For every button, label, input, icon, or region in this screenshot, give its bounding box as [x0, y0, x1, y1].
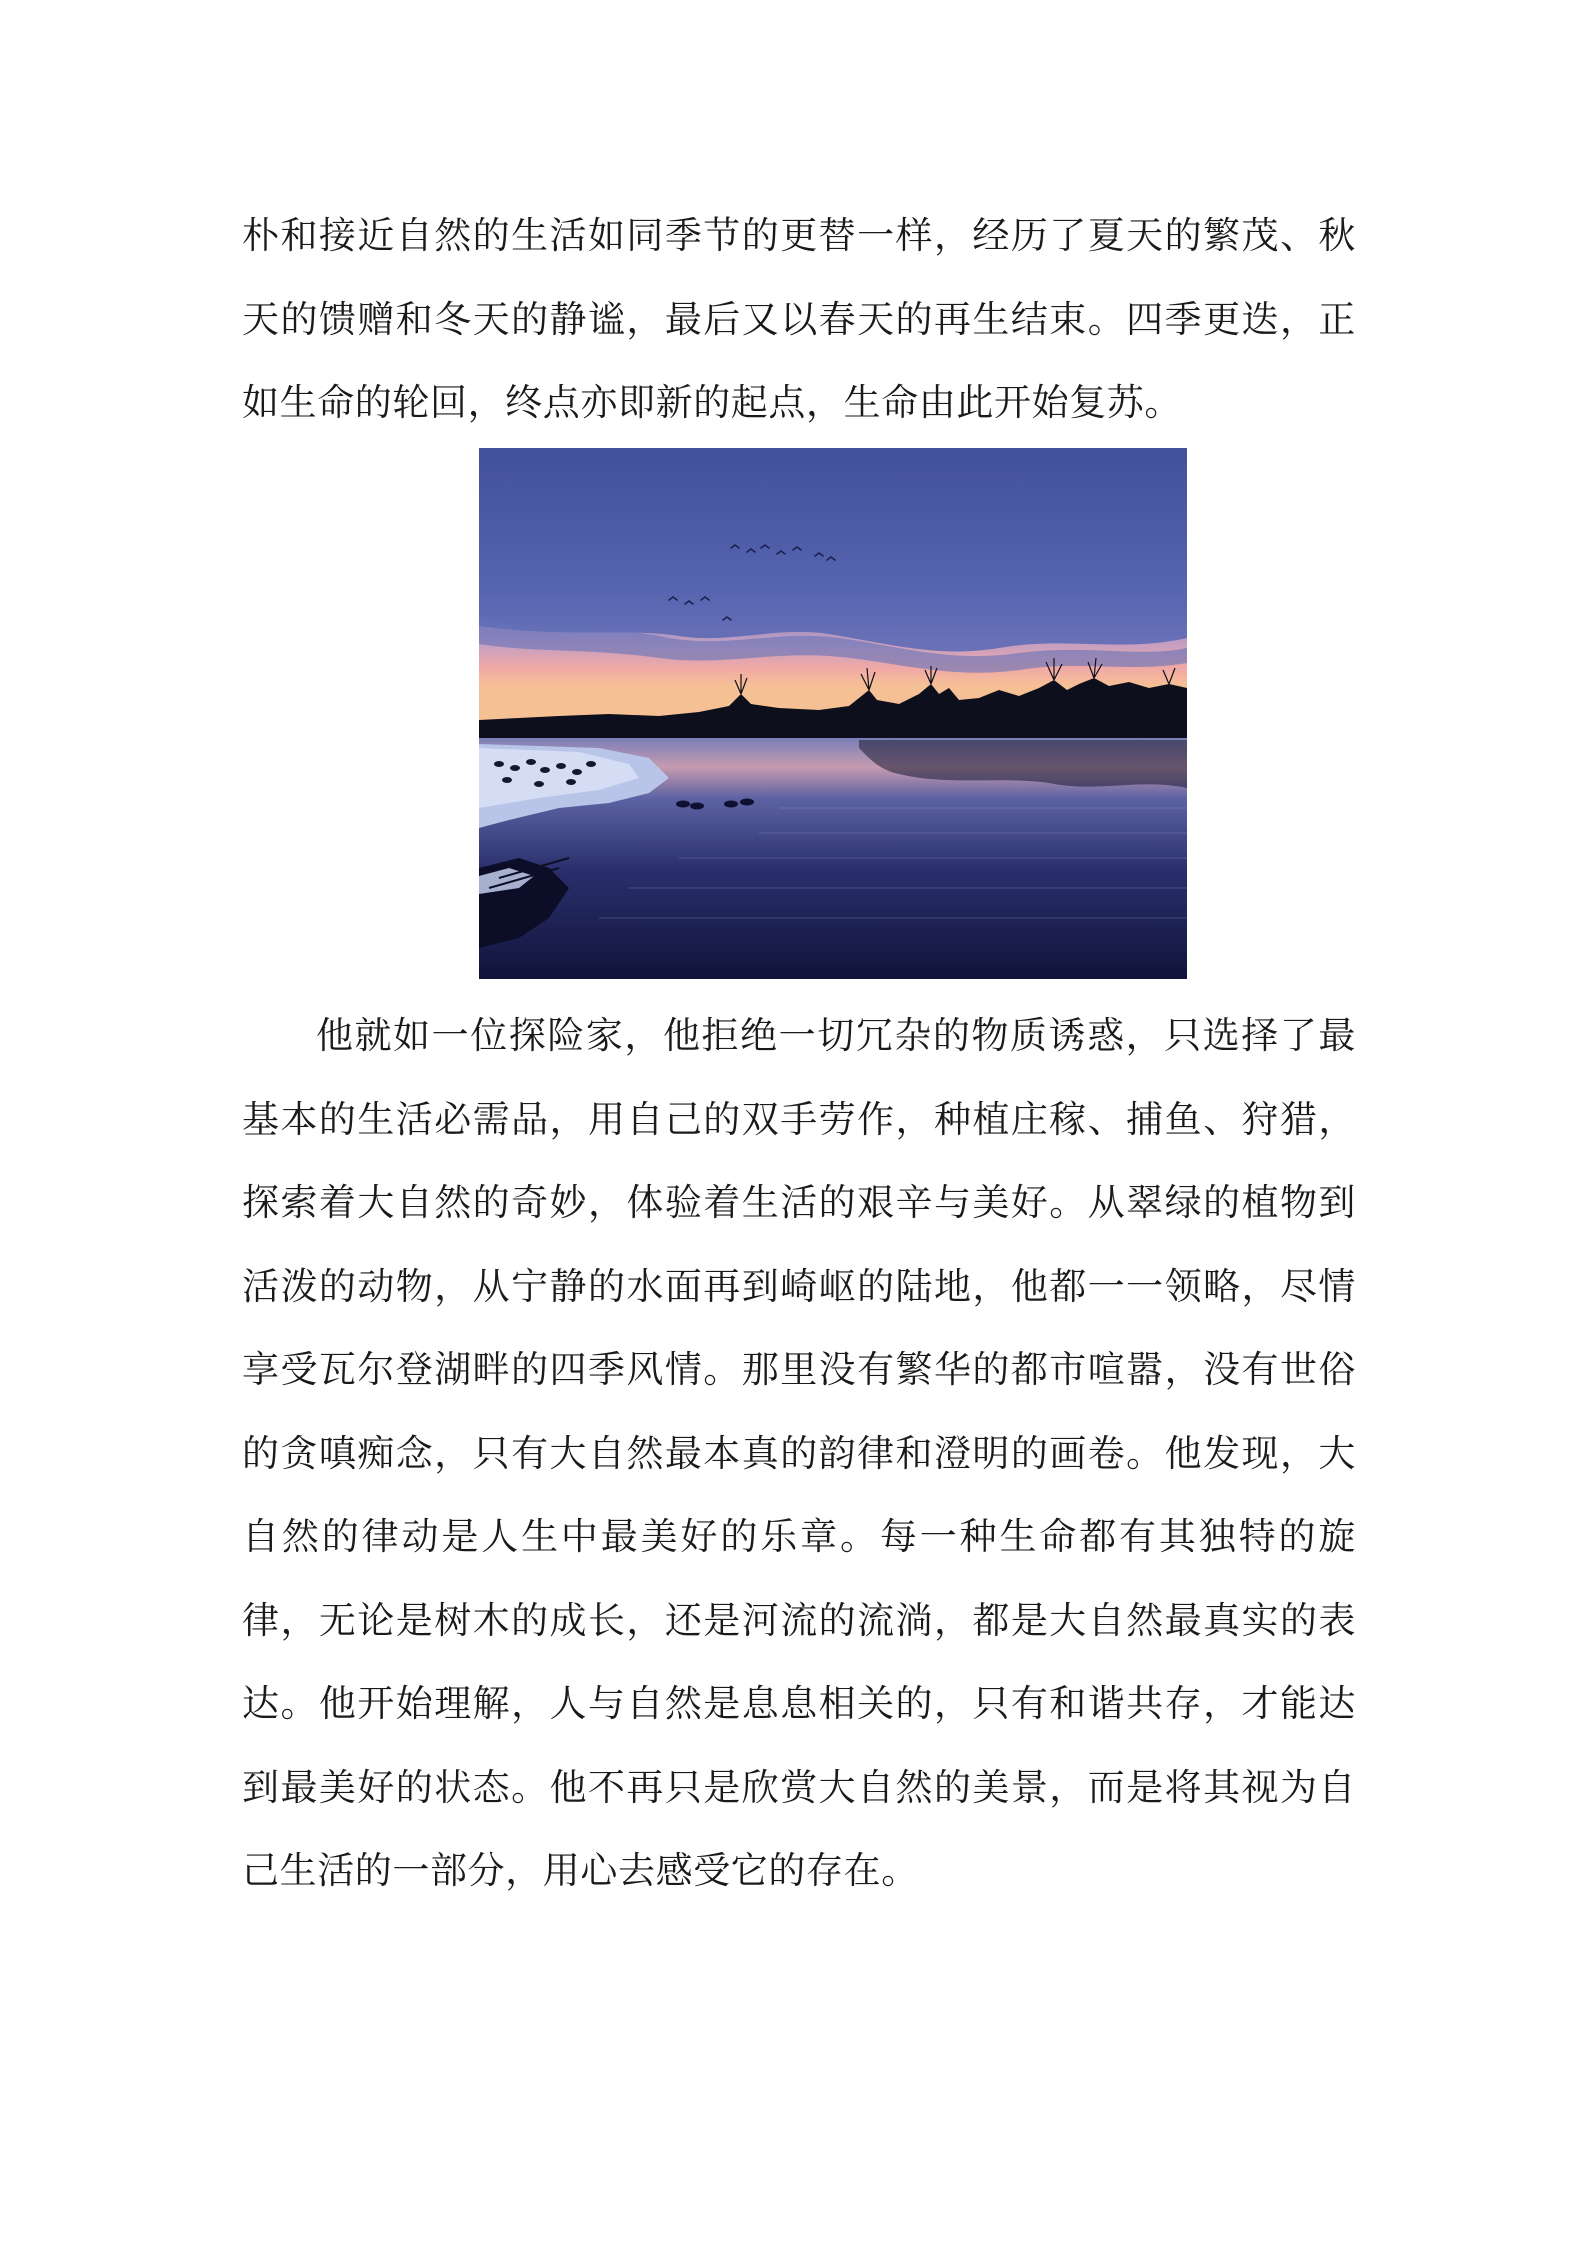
lake-sunset-illustration: [479, 448, 1187, 979]
paragraph-2: 他就如一位探险家，他拒绝一切冗杂的物质诱惑，只选择了最基本的生活必需品，用自己的双手劳作，种植庄稼、捕鱼、狩猎，探索着大自然的奇妙，体验着生活的艰辛与美好。从翠绿的植物到活泼的动物，从宁静的水面再到崎岖的陆地，他都一一领略，尽情享受瓦尔登湖畔的四季风情。那里没有繁华的都市喧嚣，没有世俗的贪嗔痴念，只有大自然最本真的韵律和澄明的画卷。他发现，大自然的律动是人生中最美好的乐章。每一种生命都有其独特的旋律，无论是树木的成长，还是河流的流淌，都是大自然最真实的表达。他开始理解，人与自然是息息相关的，只有和谐共存，才能达到最美好的状态。他不再只是欣赏大自然的美景，而是将其视为自己生活的一部分，用心去感受它的存在。: [242, 1014, 1356, 1892]
lake-sunset-photo: [479, 448, 1187, 979]
paragraph-1: 朴和接近自然的生活如同季节的更替一样，经历了夏天的繁茂、秋天的馈赠和冬天的静谧，最后又以春天的再生结束。四季更迭，正如生命的轮回，终点亦即新的起点，生命由此开始复苏。: [242, 214, 1356, 424]
